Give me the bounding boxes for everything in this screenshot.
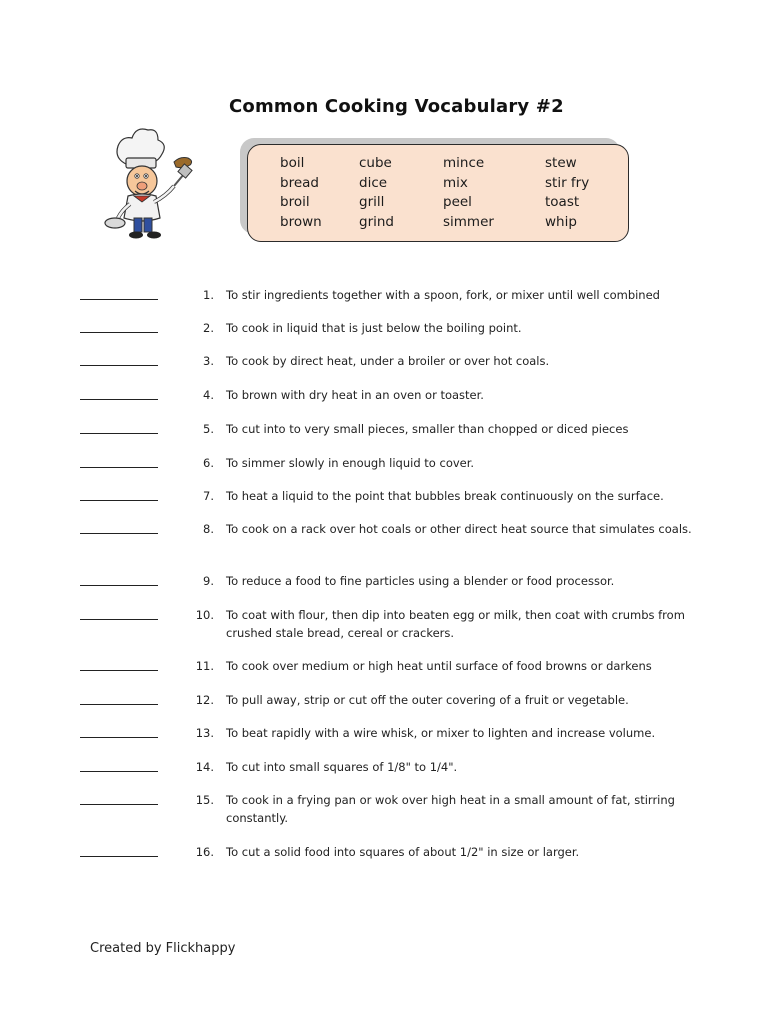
definition-text: To cook in a frying pan or wok over high heat in a small amount of fat, stirring constantly.	[226, 793, 675, 825]
definition-text: To beat rapidly with a wire whisk, or mixer to lighten and increase volume.	[226, 726, 656, 740]
definition-number: 6.	[203, 456, 214, 470]
word-bank-word: peel	[443, 194, 472, 211]
word-bank-word: grill	[359, 194, 385, 211]
definition-number: 7.	[203, 489, 214, 503]
definition-text: To cut into to very small pieces, smaller than chopped or diced pieces	[226, 422, 629, 436]
definition-number: 15.	[195, 793, 214, 807]
answer-blank[interactable]	[80, 467, 158, 468]
answer-blank[interactable]	[80, 500, 158, 501]
answer-blank[interactable]	[80, 533, 158, 534]
definition-number: 10.	[195, 608, 214, 622]
definition-number: 14.	[195, 760, 214, 774]
definition-number: 12.	[195, 693, 214, 707]
answer-blank[interactable]	[80, 771, 158, 772]
answer-blank[interactable]	[80, 399, 158, 400]
definition-number: 11.	[195, 659, 214, 673]
author-credit: Created by Flickhappy	[90, 941, 236, 956]
definition-number: 1.	[203, 288, 214, 302]
word-bank-word: broil	[280, 194, 310, 211]
word-bank-word: whip	[545, 213, 577, 230]
definition-number: 16.	[195, 845, 214, 859]
word-bank-word: stew	[545, 155, 577, 171]
definition-number: 13.	[195, 726, 214, 740]
definition-text: To cook by direct heat, under a broiler or over hot coals.	[226, 354, 550, 368]
word-bank-word: grind	[359, 213, 394, 230]
definition-text: To cut into small squares of 1/8" to 1/4".	[226, 760, 458, 774]
word-bank-column	[443, 154, 494, 232]
answer-blank[interactable]	[80, 585, 158, 586]
answer-blank[interactable]	[80, 737, 158, 738]
answer-blank[interactable]	[80, 670, 158, 671]
answer-blank[interactable]	[80, 619, 158, 620]
definition-text: To cook over medium or high heat until surface of food browns or darkens	[226, 659, 652, 673]
definition-number: 4.	[203, 388, 214, 402]
answer-blank[interactable]	[80, 332, 158, 333]
definition-text: To cook in liquid that is just below the boiling point.	[226, 321, 522, 335]
word-bank-column	[359, 154, 394, 232]
definition-text: To stir ingredients together with a spoon, fork, or mixer until well combined	[226, 288, 660, 302]
word-bank-word: mince	[443, 155, 485, 171]
definition-text: To brown with dry heat in an oven or toaster.	[226, 388, 484, 402]
word-bank-word: stir fry	[545, 174, 590, 191]
definition-text: To cut a solid food into squares of about 1/2" in size or larger.	[226, 845, 580, 859]
word-bank-word: toast	[545, 194, 580, 211]
word-bank-column	[545, 154, 589, 232]
answer-blank[interactable]	[80, 433, 158, 434]
word-bank-column	[280, 154, 322, 232]
answer-blank[interactable]	[80, 299, 158, 300]
chef-illustration	[104, 124, 200, 242]
word-bank-word: bread	[280, 174, 319, 191]
definition-text: To pull away, strip or cut off the outer covering of a fruit or vegetable.	[226, 693, 629, 707]
answer-blank[interactable]	[80, 804, 158, 805]
word-bank-word: simmer	[443, 213, 494, 230]
word-bank-word: cube	[359, 155, 392, 171]
word-bank-word: brown	[280, 213, 322, 230]
answer-blank[interactable]	[80, 856, 158, 857]
definition-text: To heat a liquid to the point that bubbles break continuously on the surface.	[226, 489, 664, 503]
worksheet-title: Common Cooking Vocabulary #2	[229, 96, 564, 117]
definition-number: 2.	[203, 321, 214, 335]
definition-number: 9.	[203, 574, 214, 588]
answer-blank[interactable]	[80, 365, 158, 366]
definition-number: 3.	[203, 354, 214, 368]
definition-text: To reduce a food to fine particles using a blender or food processor.	[226, 574, 615, 588]
definition-text: To coat with flour, then dip into beaten egg or milk, then coat with crumbs from crushed stale bread, cereal or crackers.	[226, 608, 685, 640]
definition-number: 8.	[203, 522, 214, 536]
word-bank-word: boil	[280, 155, 305, 171]
word-bank-word: mix	[443, 174, 468, 191]
definition-text: To cook on a rack over hot coals or other direct heat source that simulates coals.	[226, 522, 692, 536]
answer-blank[interactable]	[80, 704, 158, 705]
definition-number: 5.	[203, 422, 214, 436]
word-bank-word: dice	[359, 174, 388, 191]
definition-text: To simmer slowly in enough liquid to cover.	[226, 456, 475, 470]
word-bank	[247, 144, 629, 242]
